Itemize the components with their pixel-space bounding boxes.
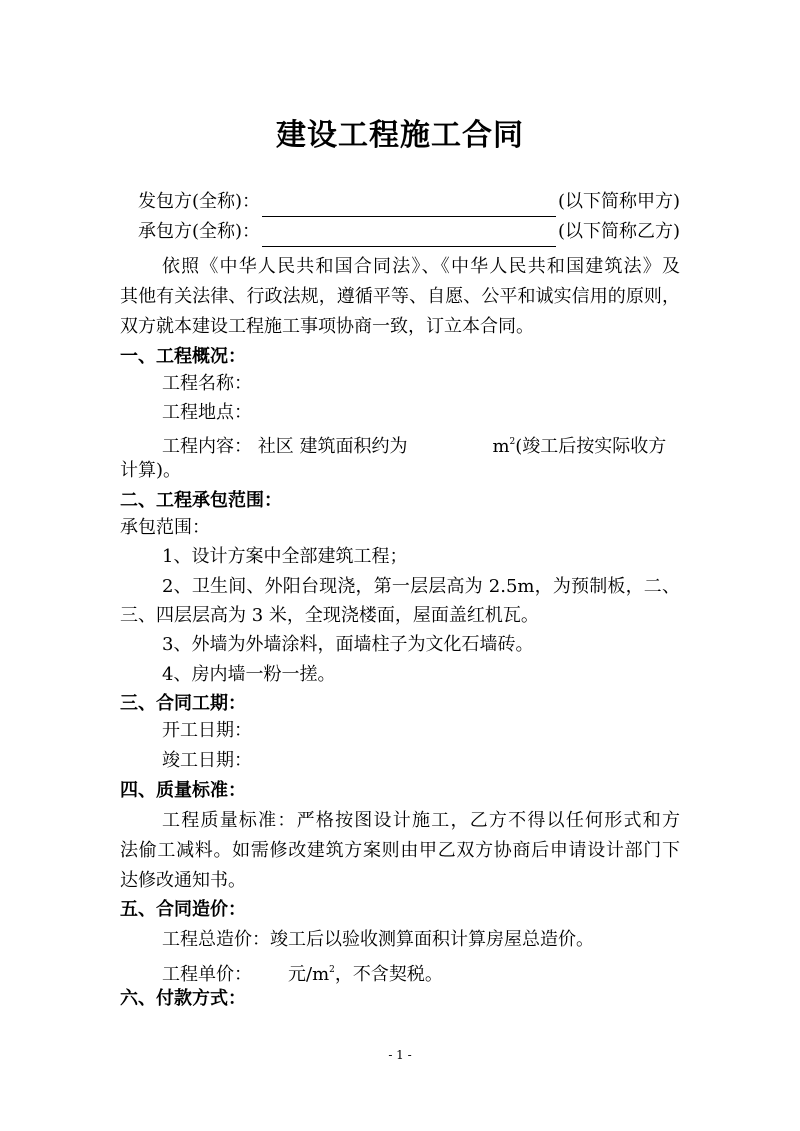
intro-line-1: 依照《中华人民共和国合同法》、《中华人民共和国建筑法》及	[162, 256, 680, 277]
document-title: 建设工程施工合同	[276, 118, 524, 153]
scope-item-4: 4、房内墙一粉一搓。	[162, 664, 336, 685]
intro-line-2: 其他有关法律、行政法规，遵循平等、自愿、公平和诚实信用的原则，	[120, 286, 680, 307]
section-1-heading: 一、工程概况：	[120, 346, 246, 367]
unit-price-label: 工程单价：	[162, 964, 252, 985]
scope-item-3: 3、外墙为外墙涂料，面墙柱子为文化石墙砖。	[162, 634, 534, 655]
project-name-label: 工程名称：	[162, 373, 252, 394]
quality-line-3: 达修改通知书。	[120, 870, 246, 891]
section-3-heading: 三、合同工期：	[120, 693, 246, 714]
scope-item-1: 1、设计方案中全部建筑工程；	[162, 546, 408, 567]
party-a-label: 发包方(全称)：	[138, 191, 261, 212]
party-a-line	[138, 187, 680, 217]
project-content-note: (竣工后按实际收方	[515, 436, 667, 457]
project-content-label: 工程内容： 社区 建筑面积约为	[162, 436, 408, 457]
scope-item-2-line-1: 2、卫生间、外阳台现浇，第一层层高为 2.5m，为预制板，二、	[162, 576, 680, 597]
area-unit: m	[492, 436, 510, 457]
section-4-heading: 四、质量标准：	[120, 780, 246, 801]
unit-price-note: ，不含契税。	[334, 964, 443, 985]
unit-price-superscript: 2	[329, 965, 335, 975]
end-date-label: 竣工日期：	[162, 750, 252, 771]
unit-price-unit: 元/m	[288, 964, 330, 985]
party-b-label: 承包方(全称)：	[138, 221, 261, 242]
project-location-label: 工程地点：	[162, 402, 252, 423]
party-b-blank	[262, 224, 556, 247]
quality-line-2: 法偷工减料。如需修改建筑方案则由甲乙双方协商后申请设计部门下	[120, 840, 680, 861]
party-a-suffix: (以下简称甲方)	[557, 191, 680, 212]
project-content-line-2: 计算)。	[120, 460, 182, 481]
page-number: - 1 -	[388, 1048, 412, 1062]
start-date-label: 开工日期：	[162, 720, 252, 741]
party-b-suffix: (以下简称乙方)	[557, 221, 680, 242]
intro-line-3: 双方就本建设工程施工事项协商一致，订立本合同。	[120, 316, 534, 337]
area-unit-superscript: 2	[509, 437, 516, 447]
party-b-line	[138, 217, 680, 247]
section-5-heading: 五、合同造价：	[120, 899, 246, 920]
section-6-heading: 六、付款方式：	[120, 988, 246, 1009]
total-price-line: 工程总造价：竣工后以验收测算面积计算房屋总造价。	[162, 929, 594, 950]
party-a-blank	[262, 194, 556, 217]
quality-line-1: 工程质量标准：严格按图设计施工，乙方不得以任何形式和方	[162, 810, 680, 831]
scope-label: 承包范围：	[120, 517, 210, 538]
section-2-heading: 二、工程承包范围：	[120, 490, 282, 511]
scope-item-2-line-2: 三、四层层高为 3 米，全现浇楼面，屋面盖红机瓦。	[120, 605, 539, 626]
